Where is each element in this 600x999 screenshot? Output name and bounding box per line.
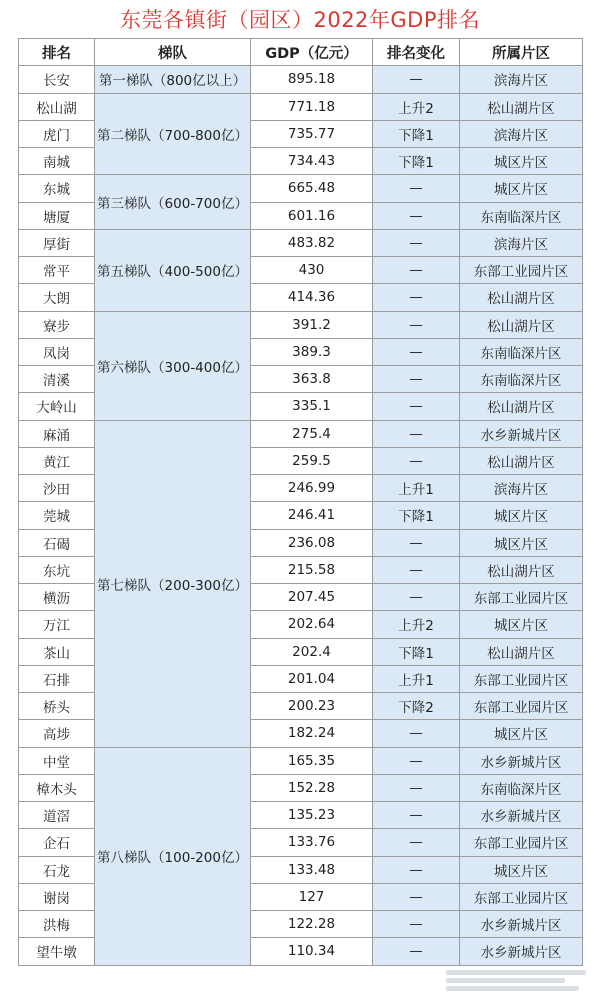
district-cell: 东部工业园片区 xyxy=(460,829,583,856)
district-cell: 水乡新城片区 xyxy=(460,938,583,965)
gdp-cell: 202.64 xyxy=(251,611,373,638)
rank-change-cell: 下降2 xyxy=(373,693,460,720)
gdp-cell: 363.8 xyxy=(251,366,373,393)
rank-change-cell: — xyxy=(373,66,460,93)
district-cell: 滨海片区 xyxy=(460,120,583,147)
rank-change-cell: — xyxy=(373,584,460,611)
gdp-cell: 152.28 xyxy=(251,774,373,801)
district-cell: 城区片区 xyxy=(460,148,583,175)
town-name-cell: 塘厦 xyxy=(19,202,95,229)
district-cell: 城区片区 xyxy=(460,175,583,202)
gdp-cell: 735.77 xyxy=(251,120,373,147)
rank-change-cell: 上升1 xyxy=(373,665,460,692)
gdp-cell: 207.45 xyxy=(251,584,373,611)
gdp-cell: 895.18 xyxy=(251,66,373,93)
district-cell: 城区片区 xyxy=(460,720,583,747)
rank-change-cell: — xyxy=(373,311,460,338)
town-name-cell: 大岭山 xyxy=(19,393,95,420)
town-name-cell: 莞城 xyxy=(19,502,95,529)
gdp-cell: 734.43 xyxy=(251,148,373,175)
gdp-cell: 133.48 xyxy=(251,856,373,883)
tier-cell: 第二梯队（700-800亿） xyxy=(95,93,251,175)
gdp-cell: 601.16 xyxy=(251,202,373,229)
gdp-cell: 135.23 xyxy=(251,802,373,829)
gdp-cell: 236.08 xyxy=(251,529,373,556)
tier-cell: 第七梯队（200-300亿） xyxy=(95,420,251,747)
header-area: 所属片区 xyxy=(460,39,583,66)
district-cell: 城区片区 xyxy=(460,502,583,529)
town-name-cell: 松山湖 xyxy=(19,93,95,120)
district-cell: 松山湖片区 xyxy=(460,556,583,583)
gdp-cell: 430 xyxy=(251,257,373,284)
rank-change-cell: — xyxy=(373,175,460,202)
district-cell: 水乡新城片区 xyxy=(460,420,583,447)
town-name-cell: 麻涌 xyxy=(19,420,95,447)
rank-change-cell: — xyxy=(373,747,460,774)
rank-change-cell: 下降1 xyxy=(373,120,460,147)
town-name-cell: 凤岗 xyxy=(19,338,95,365)
town-name-cell: 虎门 xyxy=(19,120,95,147)
district-cell: 城区片区 xyxy=(460,856,583,883)
town-name-cell: 寮步 xyxy=(19,311,95,338)
gdp-cell: 133.76 xyxy=(251,829,373,856)
table-row xyxy=(19,311,583,338)
rank-change-cell: — xyxy=(373,529,460,556)
gdp-cell: 246.99 xyxy=(251,475,373,502)
town-name-cell: 洪梅 xyxy=(19,911,95,938)
district-cell: 城区片区 xyxy=(460,611,583,638)
table-row xyxy=(19,229,583,256)
town-name-cell: 南城 xyxy=(19,148,95,175)
district-cell: 东部工业园片区 xyxy=(460,693,583,720)
table-row xyxy=(19,66,583,93)
town-name-cell: 望牛墩 xyxy=(19,938,95,965)
district-cell: 东部工业园片区 xyxy=(460,257,583,284)
rank-change-cell: — xyxy=(373,229,460,256)
rank-change-cell: — xyxy=(373,284,460,311)
gdp-cell: 414.36 xyxy=(251,284,373,311)
gdp-cell: 215.58 xyxy=(251,556,373,583)
rank-change-cell: — xyxy=(373,829,460,856)
watermark xyxy=(446,967,586,993)
tier-cell: 第三梯队（600-700亿） xyxy=(95,175,251,230)
gdp-cell: 122.28 xyxy=(251,911,373,938)
gdp-cell: 389.3 xyxy=(251,338,373,365)
tier-cell: 第一梯队（800亿以上） xyxy=(95,66,251,93)
rank-change-cell: — xyxy=(373,420,460,447)
rank-change-cell: — xyxy=(373,774,460,801)
rank-change-cell: 上升1 xyxy=(373,475,460,502)
rank-change-cell: — xyxy=(373,720,460,747)
rank-change-cell: 下降1 xyxy=(373,148,460,175)
rank-change-cell: — xyxy=(373,447,460,474)
town-name-cell: 桥头 xyxy=(19,693,95,720)
gdp-cell: 202.4 xyxy=(251,638,373,665)
town-name-cell: 企石 xyxy=(19,829,95,856)
gdp-cell: 200.23 xyxy=(251,693,373,720)
rank-change-cell: 上升2 xyxy=(373,93,460,120)
town-name-cell: 清溪 xyxy=(19,366,95,393)
gdp-cell: 246.41 xyxy=(251,502,373,529)
gdp-cell: 275.4 xyxy=(251,420,373,447)
gdp-cell: 110.34 xyxy=(251,938,373,965)
town-name-cell: 东坑 xyxy=(19,556,95,583)
tier-cell: 第五梯队（400-500亿） xyxy=(95,229,251,311)
rank-change-cell: 下降1 xyxy=(373,502,460,529)
header-rank: 排名 xyxy=(19,39,95,66)
district-cell: 东南临深片区 xyxy=(460,202,583,229)
rank-change-cell: — xyxy=(373,257,460,284)
town-name-cell: 茶山 xyxy=(19,638,95,665)
gdp-cell: 165.35 xyxy=(251,747,373,774)
table-row xyxy=(19,747,583,774)
district-cell: 松山湖片区 xyxy=(460,638,583,665)
rank-change-cell: — xyxy=(373,883,460,910)
district-cell: 东部工业园片区 xyxy=(460,665,583,692)
district-cell: 东南临深片区 xyxy=(460,338,583,365)
rank-change-cell: 下降1 xyxy=(373,638,460,665)
town-name-cell: 高埗 xyxy=(19,720,95,747)
table-body xyxy=(19,66,583,965)
district-cell: 滨海片区 xyxy=(460,229,583,256)
rank-change-cell: — xyxy=(373,202,460,229)
table-row xyxy=(19,93,583,120)
table-row xyxy=(19,175,583,202)
header-row xyxy=(19,39,583,66)
rank-change-cell: — xyxy=(373,366,460,393)
town-name-cell: 中堂 xyxy=(19,747,95,774)
town-name-cell: 石排 xyxy=(19,665,95,692)
rank-change-cell: — xyxy=(373,802,460,829)
district-cell: 松山湖片区 xyxy=(460,311,583,338)
tier-cell: 第八梯队（100-200亿） xyxy=(95,747,251,965)
gdp-cell: 771.18 xyxy=(251,93,373,120)
district-cell: 松山湖片区 xyxy=(460,93,583,120)
town-name-cell: 道滘 xyxy=(19,802,95,829)
rank-change-cell: — xyxy=(373,856,460,883)
header-gdp: GDP（亿元） xyxy=(251,39,373,66)
town-name-cell: 石碣 xyxy=(19,529,95,556)
gdp-cell: 127 xyxy=(251,883,373,910)
town-name-cell: 谢岗 xyxy=(19,883,95,910)
rank-change-cell: — xyxy=(373,556,460,583)
district-cell: 松山湖片区 xyxy=(460,393,583,420)
district-cell: 滨海片区 xyxy=(460,475,583,502)
rank-change-cell: — xyxy=(373,938,460,965)
district-cell: 松山湖片区 xyxy=(460,284,583,311)
town-name-cell: 万江 xyxy=(19,611,95,638)
town-name-cell: 常平 xyxy=(19,257,95,284)
district-cell: 水乡新城片区 xyxy=(460,911,583,938)
town-name-cell: 长安 xyxy=(19,66,95,93)
district-cell: 松山湖片区 xyxy=(460,447,583,474)
rank-change-cell: — xyxy=(373,393,460,420)
header-change: 排名变化 xyxy=(373,39,460,66)
tier-cell: 第六梯队（300-400亿） xyxy=(95,311,251,420)
gdp-cell: 182.24 xyxy=(251,720,373,747)
town-name-cell: 厚街 xyxy=(19,229,95,256)
gdp-ranking-table xyxy=(18,38,583,966)
town-name-cell: 横沥 xyxy=(19,584,95,611)
town-name-cell: 沙田 xyxy=(19,475,95,502)
gdp-cell: 201.04 xyxy=(251,665,373,692)
town-name-cell: 东城 xyxy=(19,175,95,202)
district-cell: 东部工业园片区 xyxy=(460,584,583,611)
rank-change-cell: — xyxy=(373,911,460,938)
district-cell: 东南临深片区 xyxy=(460,366,583,393)
district-cell: 水乡新城片区 xyxy=(460,802,583,829)
district-cell: 东南临深片区 xyxy=(460,774,583,801)
page-title: 东莞各镇街（园区）2022年GDP排名 xyxy=(119,8,481,32)
district-cell: 滨海片区 xyxy=(460,66,583,93)
district-cell: 水乡新城片区 xyxy=(460,747,583,774)
gdp-cell: 259.5 xyxy=(251,447,373,474)
town-name-cell: 樟木头 xyxy=(19,774,95,801)
gdp-cell: 391.2 xyxy=(251,311,373,338)
header-tier: 梯队 xyxy=(95,39,251,66)
town-name-cell: 黄江 xyxy=(19,447,95,474)
gdp-cell: 483.82 xyxy=(251,229,373,256)
rank-change-cell: 上升2 xyxy=(373,611,460,638)
town-name-cell: 大朗 xyxy=(19,284,95,311)
town-name-cell: 石龙 xyxy=(19,856,95,883)
district-cell: 东部工业园片区 xyxy=(460,883,583,910)
district-cell: 城区片区 xyxy=(460,529,583,556)
table-row xyxy=(19,420,583,447)
gdp-cell: 665.48 xyxy=(251,175,373,202)
gdp-cell: 335.1 xyxy=(251,393,373,420)
rank-change-cell: — xyxy=(373,338,460,365)
